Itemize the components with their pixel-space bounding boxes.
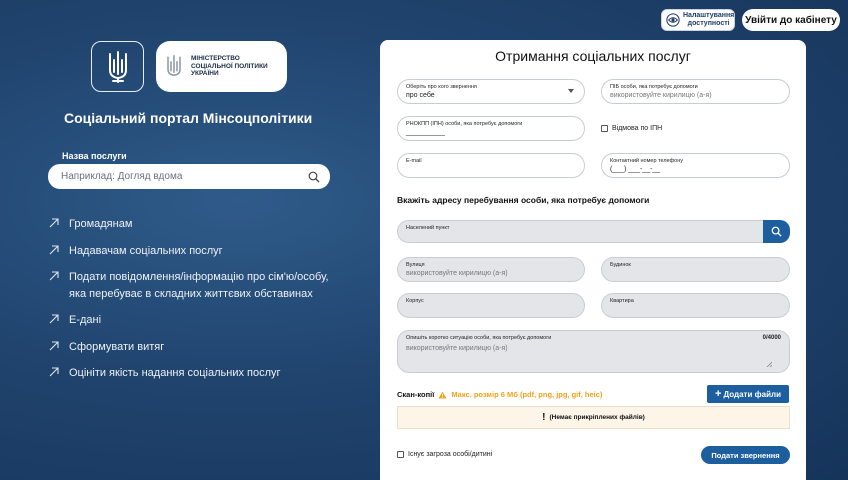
eye-icon bbox=[666, 13, 680, 27]
service-search-box[interactable] bbox=[48, 164, 330, 189]
add-files-label: Додати файли bbox=[723, 389, 781, 399]
scan-copies-label: Скан-копії bbox=[397, 390, 435, 399]
who-label: Оберіть про кого звернення bbox=[406, 84, 477, 90]
situation-placeholder: використовуйте кирилицю (а-я) bbox=[406, 345, 508, 352]
nav-item-report-family[interactable] bbox=[48, 269, 338, 302]
rnokpp-value: __________ bbox=[406, 129, 445, 136]
phone-field[interactable] bbox=[601, 153, 790, 178]
building-field[interactable] bbox=[601, 257, 790, 282]
street-field[interactable] bbox=[397, 257, 585, 282]
who-select[interactable] bbox=[397, 79, 585, 104]
settlement-label: Населений пункт bbox=[406, 225, 450, 231]
threat-checkbox[interactable] bbox=[397, 451, 492, 458]
warning-icon bbox=[438, 391, 447, 399]
building-label: Будинок bbox=[610, 262, 631, 268]
who-value: про себе bbox=[406, 92, 435, 99]
checkbox-box[interactable] bbox=[601, 125, 608, 132]
email-label: E-mail bbox=[406, 158, 422, 164]
arrow-up-right-icon bbox=[48, 366, 60, 378]
nav-item-label: Надавачам соціальних послуг bbox=[69, 244, 223, 257]
checkbox-box[interactable] bbox=[397, 451, 404, 458]
accessibility-settings-button[interactable] bbox=[661, 9, 735, 31]
threat-label: Існує загроза особі/дитині bbox=[408, 451, 493, 458]
sidebar-nav bbox=[48, 216, 338, 392]
pib-field[interactable] bbox=[601, 79, 790, 104]
block-field[interactable] bbox=[397, 293, 585, 318]
arrow-up-right-icon bbox=[48, 244, 60, 256]
social-services-form bbox=[380, 40, 806, 480]
character-counter: 0/4000 bbox=[762, 335, 781, 341]
apartment-field[interactable] bbox=[601, 293, 790, 318]
coat-of-arms-icon bbox=[106, 50, 130, 84]
file-size-warning: Макс. розмір 6 Мб (pdf, png, jpg, gif, heic) bbox=[451, 390, 603, 399]
settlement-search-button[interactable] bbox=[763, 220, 790, 243]
nav-item-quality[interactable] bbox=[48, 365, 338, 382]
nav-item-e-data[interactable] bbox=[48, 312, 338, 329]
phone-label: Контактний номер телефону bbox=[610, 158, 684, 164]
chevron-down-icon bbox=[568, 89, 574, 93]
ministry-emblem-icon bbox=[165, 53, 183, 81]
pib-label: ПІБ особи, яка потребує допомоги bbox=[610, 84, 698, 90]
nav-item-label: Е-дані bbox=[69, 314, 102, 326]
accessibility-settings-label: Налаштування доступності bbox=[683, 12, 735, 27]
arrow-up-right-icon bbox=[48, 340, 60, 352]
portal-title: Соціальний портал Мінсоцполітики bbox=[64, 110, 313, 126]
arrow-up-right-icon bbox=[48, 270, 60, 282]
email-field[interactable] bbox=[397, 153, 585, 178]
address-section-title: Вкажіть адресу перебування особи, яка потребує допомоги bbox=[397, 195, 650, 205]
rnokpp-field[interactable] bbox=[397, 116, 585, 141]
search-icon bbox=[771, 226, 782, 237]
nav-item-label: Громадянам bbox=[69, 218, 133, 230]
ministry-name: МІНІСТЕРСТВО СОЦІАЛЬНОЇ ПОЛІТИКИ УКРАЇНИ bbox=[191, 55, 268, 78]
submit-request-button[interactable]: Подати звернення bbox=[701, 446, 790, 464]
settlement-field[interactable] bbox=[397, 220, 769, 243]
situation-textarea[interactable] bbox=[397, 330, 790, 373]
service-search-label: Назва послуги bbox=[62, 151, 127, 161]
situation-label: Опишіть коротко ситуацію особи, яка потребує допомоги bbox=[406, 335, 552, 341]
service-search-input[interactable] bbox=[61, 171, 308, 182]
plus-icon: + bbox=[715, 388, 722, 400]
refuse-ipn-label: Відмова по ІПН bbox=[612, 125, 663, 132]
street-placeholder: використовуйте кирилицю (а-я) bbox=[406, 270, 508, 277]
login-button[interactable]: Увійти до кабінету bbox=[742, 9, 840, 31]
rnokpp-label: РНОКПП (ІПН) особи, яка потребує допомоги bbox=[406, 121, 523, 127]
scan-copies-row bbox=[397, 390, 602, 399]
refuse-ipn-checkbox[interactable] bbox=[601, 125, 662, 132]
no-files-text: (Немає прикріплених файлів) bbox=[549, 414, 645, 421]
pib-placeholder: використовуйте кирилицю (а-я) bbox=[610, 92, 712, 99]
nav-item-extract[interactable] bbox=[48, 339, 338, 356]
nav-item-label: Сформувати витяг bbox=[69, 340, 165, 353]
ministry-logo[interactable] bbox=[156, 41, 287, 92]
add-files-button[interactable] bbox=[707, 385, 789, 403]
block-label: Корпус bbox=[406, 298, 424, 304]
search-icon[interactable] bbox=[308, 171, 320, 183]
nav-item-label: Подати повідомлення/інформацію про сім'ю/особу, яка перебуває в складних життєвих обставинах bbox=[69, 271, 329, 300]
trident-logo[interactable] bbox=[91, 41, 144, 92]
nav-item-citizens[interactable] bbox=[48, 216, 338, 233]
arrow-up-right-icon bbox=[48, 217, 60, 229]
no-files-notice bbox=[397, 406, 790, 429]
street-label: Вулиця bbox=[406, 262, 425, 268]
resize-handle-icon[interactable] bbox=[766, 361, 772, 367]
apartment-label: Квартира bbox=[610, 298, 634, 304]
nav-item-providers[interactable] bbox=[48, 243, 338, 260]
exclamation-icon: ! bbox=[542, 412, 546, 423]
form-title: Отримання соціальних послуг bbox=[495, 48, 691, 64]
nav-item-label: Оцініти якість надання соціальних послуг bbox=[69, 367, 281, 379]
arrow-up-right-icon bbox=[48, 313, 60, 325]
phone-value: (___) ___-__-__ bbox=[610, 166, 661, 173]
